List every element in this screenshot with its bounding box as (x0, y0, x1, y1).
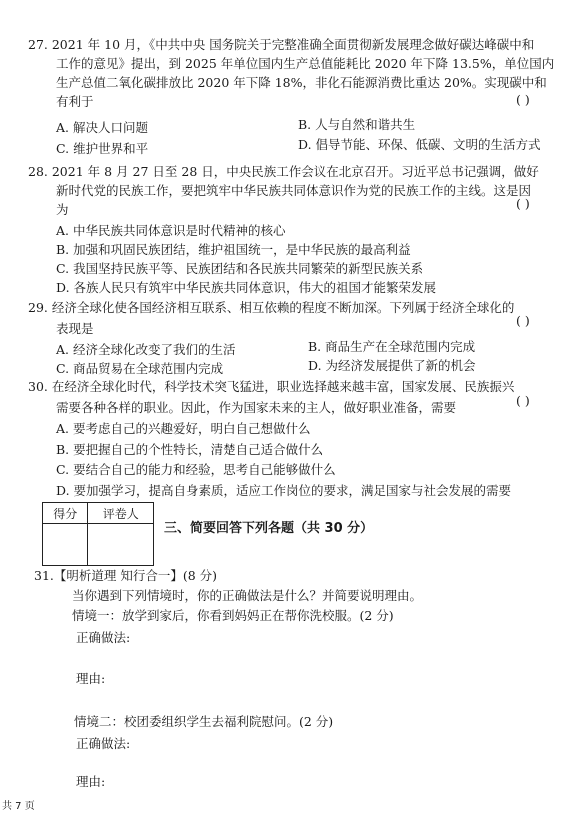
q29-option-c: C. 商品贸易在全球范围内完成 (56, 361, 224, 376)
q29-stem-line-1: 29. 经济全球化使各国经济相互联系、相互依赖的程度不断加深。下列属于经济全球化的 (28, 300, 515, 315)
score-table (42, 502, 154, 566)
q30-stem-line-1: 30. 在经济全球化时代，科学技术突飞猛进，职业选择越来越丰富，国家发展、民族振兴 (28, 379, 515, 394)
q27-stem-line-1: 27. 2021 年 10 月，《中共中央 国务院关于完整准确全面贯彻新发展理念做好碳达峰碳中和 (28, 37, 535, 52)
q27-option-b: B. 人与自然和谐共生 (298, 117, 416, 132)
q29-option-d: D. 为经济发展提供了新的机会 (308, 358, 476, 373)
q28-stem-line-2: 新时代党的民族工作，要把筑牢中华民族共同体意识作为党的民族工作的主线。这是因 (56, 183, 532, 198)
q30-option-c: C. 要结合自己的能力和经验，思考自己能够做什么 (56, 462, 336, 477)
q28-stem-line-3: 为 (56, 202, 69, 217)
q27-option-a: A. 解决人口问题 (56, 120, 148, 135)
q28-stem-line-1: 28. 2021 年 8 月 27 日至 28 日，中央民族工作会议在北京召开。习近平总书记强调，做好 (28, 164, 539, 179)
q31-scene-1: 情境一：放学到家后，你看到妈妈正在帮你洗校服。(2 分) (72, 608, 394, 623)
q30-option-d: D. 要加强学习，提高自身素质，适应工作岗位的要求，满足国家与社会发展的需要 (56, 483, 512, 498)
q31-correct-label-1: 正确做法: (76, 630, 131, 645)
q28-option-a: A. 中华民族共同体意识是时代精神的核心 (56, 223, 286, 238)
section-3-title: 三、简要回答下列各题（共 30 分） (164, 521, 374, 536)
q29-answer-paren: ( ) (516, 313, 530, 328)
q30-option-b: B. 要把握自己的个性特长，清楚自己适合做什么 (56, 442, 324, 457)
q31-reason-label-1: 理由: (76, 671, 106, 686)
q29-option-b: B. 商品生产在全球范围内完成 (308, 339, 476, 354)
q27-stem-line-3: 生产总值二氧化碳排放比 2020 年下降 18%，非化石能源消费比重达 20%。实现碳中和 (56, 75, 547, 90)
q27-answer-paren: ( ) (516, 92, 530, 107)
q29-option-a: A. 经济全球化改变了我们的生活 (56, 342, 236, 357)
q31-title: 31.【明析道理 知行合一】(8 分) (34, 568, 218, 583)
q28-option-c: C. 我国坚持民族平等、民族团结和各民族共同繁荣的新型民族关系 (56, 261, 424, 276)
q27-option-c: C. 维护世界和平 (56, 141, 149, 156)
score-cell (43, 524, 88, 566)
q31-reason-label-2: 理由: (76, 774, 106, 789)
grader-header: 评卷人 (88, 503, 154, 524)
q27-stem-line-4: 有利于 (56, 94, 94, 109)
page-footer: 共 7 页 (2, 801, 35, 812)
q29-stem-line-2: 表现是 (56, 321, 94, 336)
score-header: 得分 (43, 503, 88, 524)
q30-option-a: A. 要考虑自己的兴趣爱好，明白自己想做什么 (56, 421, 311, 436)
q31-correct-label-2: 正确做法: (76, 736, 131, 751)
q28-option-d: D. 各族人民只有筑牢中华民族共同体意识，伟大的祖国才能繁荣发展 (56, 280, 437, 295)
q31-scene-2: 情境二：校团委组织学生去福利院慰问。(2 分) (74, 714, 334, 729)
q31-intro: 当你遇到下列情境时，你的正确做法是什么？并简要说明理由。 (72, 588, 423, 603)
q30-stem-line-2: 需要各种各样的职业。因此，作为国家未来的主人，做好职业准备，需要 (56, 400, 457, 415)
grader-cell (88, 524, 154, 566)
q28-option-b: B. 加强和巩固民族团结，维护祖国统一，是中华民族的最高利益 (56, 242, 411, 257)
q27-option-d: D. 倡导节能、环保、低碳、文明的生活方式 (298, 137, 541, 152)
q28-answer-paren: ( ) (516, 196, 530, 211)
q27-stem-line-2: 工作的意见》提出，到 2025 年单位国内生产总值能耗比 2020 年下降 13.5%，单位国内 (56, 56, 555, 71)
q30-answer-paren: ( ) (516, 393, 530, 408)
